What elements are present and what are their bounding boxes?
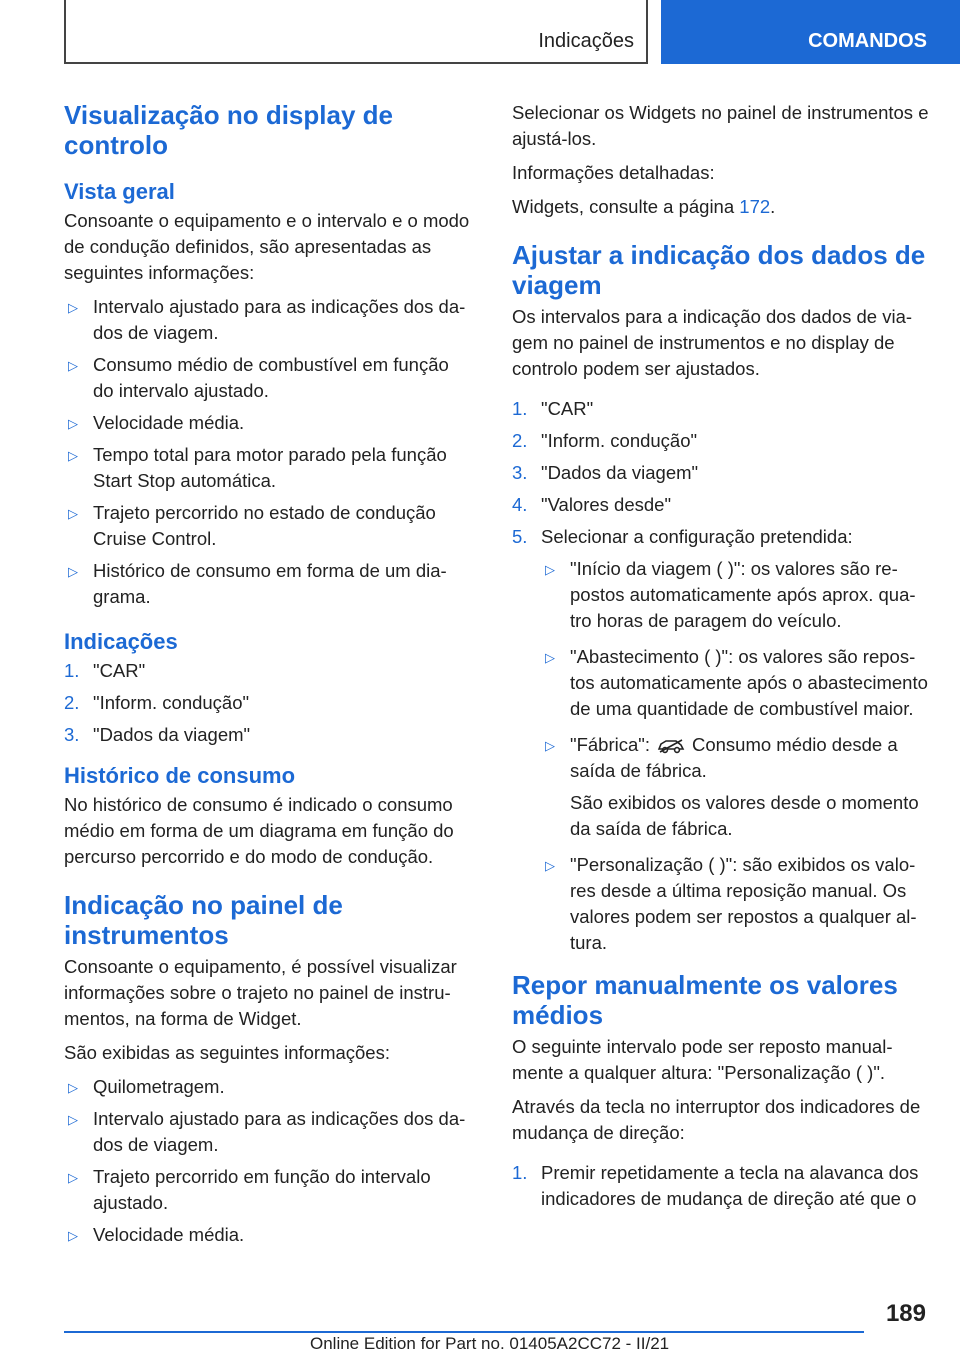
triangle-bullet-icon: ▷ — [68, 1170, 78, 1185]
step-item: 1. "CAR" — [512, 398, 594, 419]
header-chapter-label: COMANDOS — [808, 30, 927, 52]
painel-text-2: São exibidas as seguintes informações: — [64, 1042, 390, 1063]
heading-ajustar: Ajustar a indicação dos dados de viagem — [512, 240, 926, 300]
painel-list — [64, 1074, 474, 1248]
repor-steps — [512, 1160, 930, 1212]
list-item: ▷ Tempo total para motor parado pela função Start Stop automática. — [68, 444, 447, 491]
overview-text: Consoante o equipamento e o intervalo e o modo de condução definidos, são apresentadas as seguintes informações: — [64, 210, 470, 283]
ajustar-text: Os intervalos para a indicação dos dados de viagem no painel de instrumentos e no display de controlo podem ser ajustados. — [512, 306, 913, 379]
list-item: ▷ Consumo médio de combustível em função do intervalo ajustado. — [68, 354, 449, 401]
list-item: ▷ Trajeto percorrido no estado de condução Cruise Control. — [68, 502, 436, 549]
triangle-bullet-icon: ▷ — [68, 1112, 78, 1127]
car-icon — [656, 736, 686, 754]
heading-vista-geral: Vista geral — [64, 179, 175, 204]
step-item: 5. Selecionar a configuração pretendida: ▷ "Início da viagem ( )": os valores são repostos automaticamente após aprox. quatro horas de paragem do veículo. ▷ "Abastecimento ( )": os valores são repostos automaticamente após o abastecimento de uma quantidade de combustível maior. ▷ "Fábrica": Consumo médio desde a saída de fábrica. São exibidos os valores desde o momento da saída de fábrica. ▷ "Personalização ( )": são exibidos os valores desde a última reposição manual. Os valores podem ser repostos a qualquer altura. — [512, 524, 930, 956]
triangle-bullet-icon: ▷ — [68, 1080, 78, 1095]
option-item: ▷ "Início da viagem ( )": os valores são repostos automaticamente após aprox. quatro horas de paragem do veículo. — [545, 558, 916, 631]
step-item: 1. "CAR" — [64, 660, 146, 681]
list-item: ▷ Velocidade média. — [64, 1222, 474, 1248]
historico-text: No histórico de consumo é indicado o consumo médio em forma de um diagrama em função do percurso percorrido e do modo de condução. — [64, 794, 454, 867]
list-item: ▷ Intervalo ajustado para as indicações dos dados de viagem. — [68, 1108, 466, 1155]
triangle-bullet-icon: ▷ — [68, 448, 78, 463]
ajustar-steps — [512, 396, 930, 956]
info-label: Informações detalhadas: — [512, 162, 715, 183]
footer-divider — [64, 1331, 864, 1333]
widgets-reference: Widgets, consulte a página 172. — [512, 196, 776, 217]
footer-edition: Online Edition for Part no. 01405A2CC72 - II/21 — [310, 1334, 670, 1353]
heading-painel: Indicação no painel de instrumentos — [64, 890, 343, 950]
list-item: ▷ Quilometragem. — [64, 1074, 474, 1100]
step-item: 2. "Inform. condução" — [64, 692, 250, 713]
widgets-text: Selecionar os Widgets no painel de instrumentos e ajustá-los. — [512, 102, 929, 149]
page-number: 189 — [885, 1300, 926, 1327]
triangle-bullet-icon: ▷ — [68, 300, 78, 315]
triangle-bullet-icon: ▷ — [545, 858, 555, 873]
option-item: ▷ "Abastecimento ( )": os valores são repostos automaticamente após o abastecimento de uma quantidade de combustível maior. — [545, 646, 928, 719]
heading-historico: Histórico de consumo — [64, 763, 296, 788]
triangle-bullet-icon: ▷ — [68, 506, 78, 521]
step-item: 3. "Dados da viagem" — [64, 724, 251, 745]
step-item: 3. "Dados da viagem" — [512, 462, 699, 483]
list-item: ▷ Intervalo ajustado para as indicações dos dados de viagem. — [68, 296, 466, 343]
repor-text-1: O seguinte intervalo pode ser reposto manualmente a qualquer altura: "Personalização ( )". — [512, 1036, 893, 1083]
page-link[interactable]: 172 — [739, 196, 771, 217]
heading-display-controlo: Visualização no display de controlo — [64, 100, 393, 160]
list-item: ▷ Histórico de consumo em forma de um diagrama. — [68, 560, 447, 607]
triangle-bullet-icon: ▷ — [545, 738, 555, 753]
option-item: ▷ "Fábrica": Consumo médio desde a saída de fábrica. São exibidos os valores desde o momento da saída de fábrica. — [541, 732, 930, 842]
indicacoes-steps — [64, 658, 474, 748]
header-section-label: Indicações — [538, 30, 634, 52]
overview-list — [64, 294, 474, 610]
fabrica-subtext: São exibidos os valores desde o momento da saída de fábrica. — [570, 792, 919, 839]
option-item: ▷ "Personalização ( )": são exibidos os valores desde a última reposição manual. Os valores podem ser repostos a qualquer altura. — [545, 854, 917, 953]
heading-indicacoes: Indicações — [64, 629, 178, 654]
repor-text-2: Através da tecla no interruptor dos indicadores de mudança de direção: — [512, 1096, 921, 1143]
triangle-bullet-icon: ▷ — [68, 358, 78, 373]
left-column — [64, 100, 474, 1254]
header-chapter-tab — [661, 0, 960, 64]
right-column — [512, 100, 930, 1218]
step-item: 1. Premir repetidamente a tecla na alavanca dos indicadores de mudança de direção até que o — [512, 1162, 919, 1209]
painel-text-1: Consoante o equipamento, é possível visualizar informações sobre o trajeto no painel de instrumentos, na forma de Widget. — [64, 956, 457, 1029]
config-options — [541, 556, 930, 956]
triangle-bullet-icon: ▷ — [68, 1228, 78, 1243]
triangle-bullet-icon: ▷ — [545, 562, 555, 577]
step-item: 4. "Valores desde" — [512, 494, 672, 515]
triangle-bullet-icon: ▷ — [545, 650, 555, 665]
header-section-box — [64, 0, 648, 64]
heading-repor: Repor manualmente os valores médios — [512, 970, 898, 1030]
list-item: ▷ Velocidade média. — [64, 410, 474, 436]
step-item: 2. "Inform. condução" — [512, 430, 698, 451]
list-item: ▷ Trajeto percorrido em função do intervalo ajustado. — [68, 1166, 431, 1213]
triangle-bullet-icon: ▷ — [68, 564, 78, 579]
triangle-bullet-icon: ▷ — [68, 416, 78, 431]
